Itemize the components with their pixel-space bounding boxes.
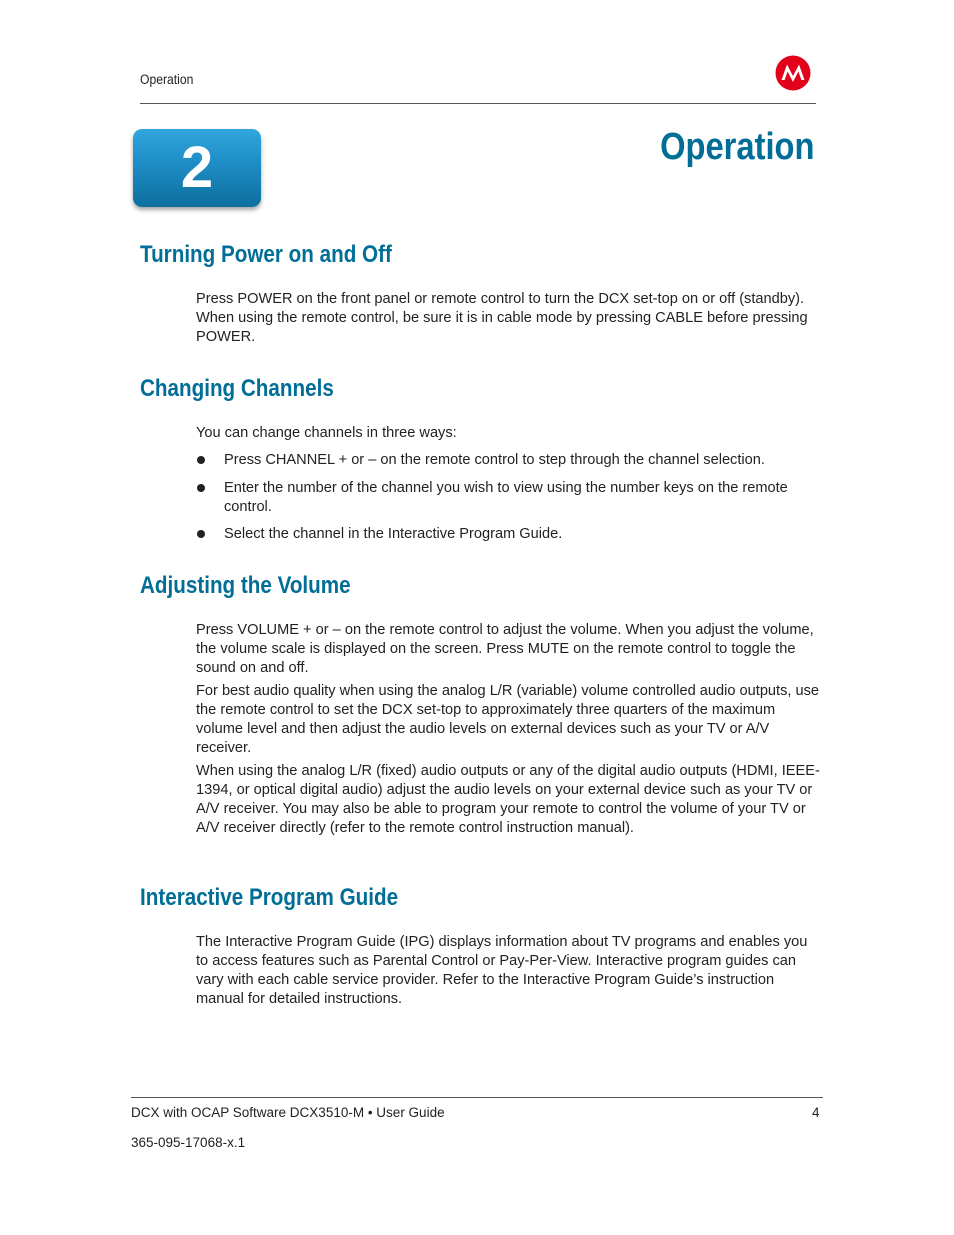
footer-doc-title: DCX with OCAP Software DCX3510-M • User Guide	[131, 1105, 445, 1120]
footer-doc-number: 365-095-17068-x.1	[131, 1135, 246, 1150]
section-heading-channels: Changing Channels	[140, 375, 334, 402]
channels-intro: You can change channels in three ways:	[196, 425, 457, 441]
footer-rule	[131, 1097, 823, 1098]
motorola-batwing-logo-icon	[775, 55, 811, 91]
footer-page-number: 4	[812, 1105, 820, 1120]
bullet-icon	[197, 530, 205, 538]
bullet-icon	[197, 456, 205, 464]
volume-paragraph-3: When using the analog L/R (fixed) audio outputs or any of the digital audio outputs (HDMI, IEEE-1394, or optical digital audio) adjust the audio levels on your external device such as your TV or A/V receiver. You may also be able to program your remote to control the volume of your TV or A/V receiver directly (refer to the remote control instruction manual).	[196, 763, 820, 836]
section-heading-volume: Adjusting the Volume	[140, 572, 351, 599]
volume-paragraph-1: Press VOLUME + or – on the remote control to adjust the volume. When you adjust the volume, the volume scale is displayed on the screen. Press MUTE on the remote control to toggle the sound on and off.	[196, 622, 814, 676]
channels-bullet-1: Press CHANNEL + or – on the remote control to step through the channel selection.	[224, 452, 765, 468]
power-paragraph: Press POWER on the front panel or remote control to turn the DCX set-top on or off (standby). When using the remote control, be sure it is in cable mode by pressing CABLE before pressing POWER.	[196, 291, 808, 345]
channels-bullet-3: Select the channel in the Interactive Program Guide.	[224, 526, 563, 542]
guide-paragraph: The Interactive Program Guide (IPG) displays information about TV programs and enables you to access features such as Parental Control or Pay-Per-View. Interactive program guides can vary with each cable service provider. Refer to the Interactive Program Guide’s instruction manual for detailed instructions.	[196, 934, 808, 1007]
chapter-title: Operation	[659, 126, 814, 168]
section-heading-power: Turning Power on and Off	[140, 241, 392, 268]
chapter-number-tile	[133, 129, 261, 207]
volume-paragraph-2: For best audio quality when using the analog L/R (variable) volume controlled audio outputs, use the remote control to set the DCX set-top to approximately three quarters of the maximum volume level and then adjust the audio levels on external devices such as your TV or A/V receiver.	[196, 683, 820, 756]
bullet-icon	[197, 484, 205, 492]
header-rule	[140, 103, 816, 104]
section-heading-guide: Interactive Program Guide	[140, 884, 399, 911]
channels-bullet-2: Enter the number of the channel you wish to view using the number keys on the remote control.	[224, 480, 788, 515]
running-header-title: Operation	[140, 72, 194, 87]
chapter-number: 2	[180, 135, 214, 200]
